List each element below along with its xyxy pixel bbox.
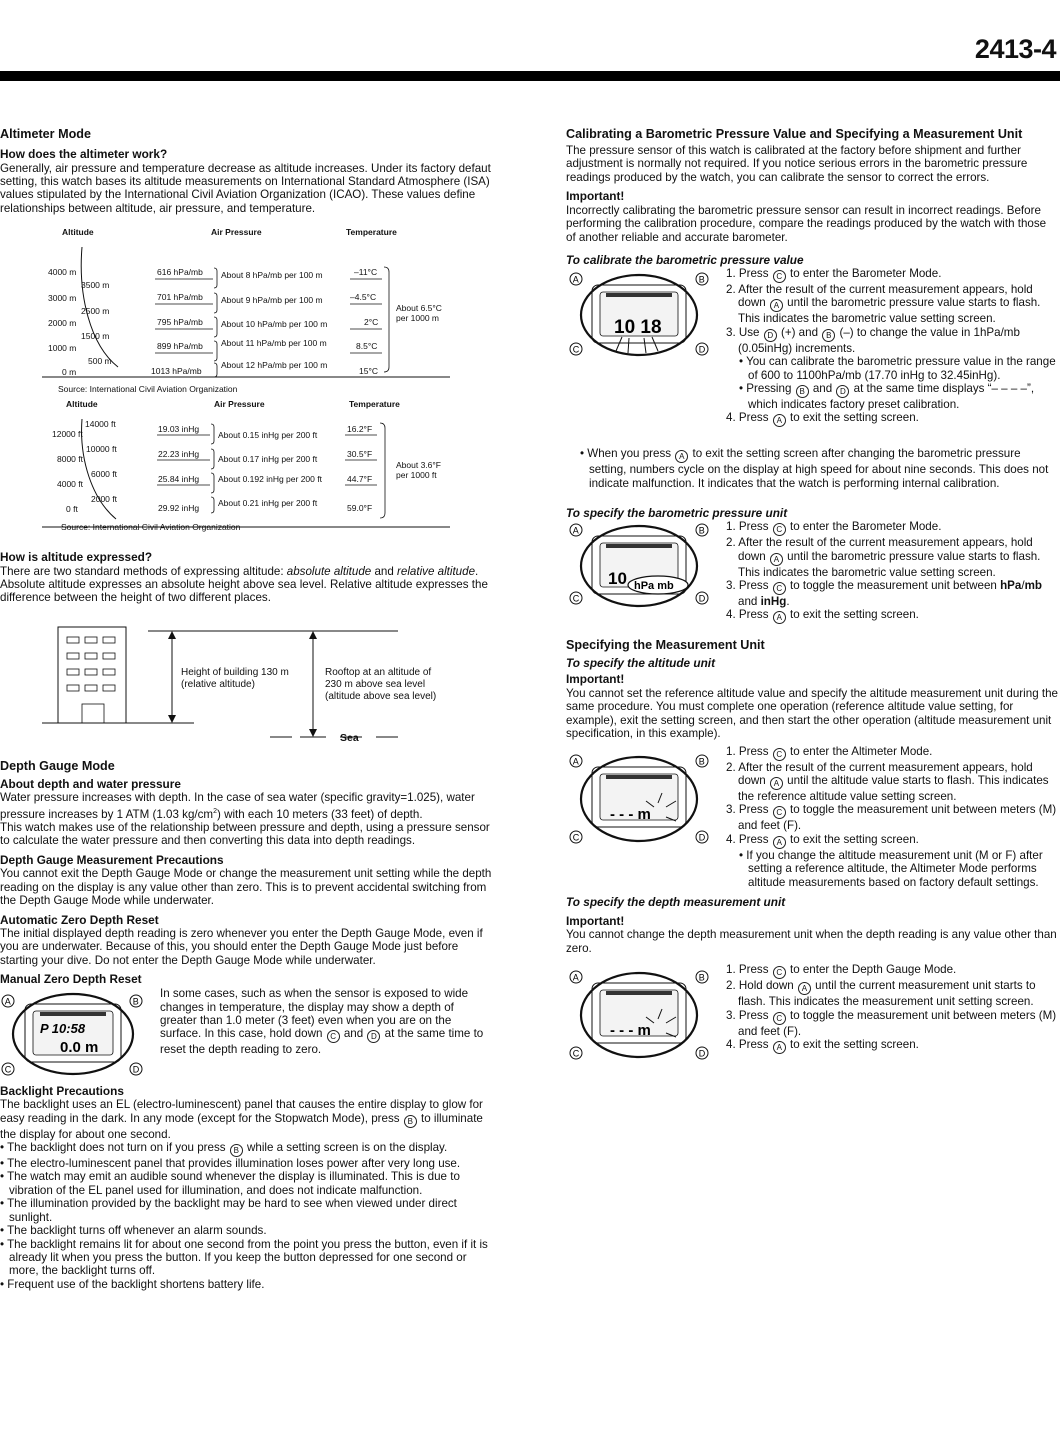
alt-500m: 500 m (88, 356, 112, 367)
backlight-bullet-4: • The illumination provided by the backlight may be hard to see when viewed under direct sunlight. (0, 1197, 457, 1224)
depth-unit-display: - - - m (610, 1022, 651, 1040)
imperial-altitude-table (0, 389, 492, 541)
alt-3000m: 3000 m (48, 293, 77, 304)
absolute-label-3: (altitude above sea level) (325, 690, 437, 702)
hdr-temperature-f: Temperature (349, 399, 400, 410)
absolute-label-2: 230 m above sea level (325, 678, 426, 690)
altimeter-mode-title: Altimeter Mode (0, 127, 91, 141)
altitude-unit-section (566, 745, 1058, 889)
rate-1: About 8 hPa/mb per 100 m (221, 270, 323, 281)
cal-button-c: C (572, 344, 580, 355)
altitude-expressed-heading: How is altitude expressed? (0, 550, 153, 565)
rate-braces (214, 268, 217, 377)
calibrating-title: Calibrating a Barometric Pressure Value and Specifying a Measurement Unit (566, 127, 1023, 141)
calibrating-important-body: Incorrectly calibrating the barometric pressure sensor can result in incorrect readings. Before performing the calibration procedure, compare the readings produced by the watch with those of another reliable and accurate barometer. (566, 203, 1047, 244)
how-altimeter-works-body: Generally, air pressure and temperature decrease as altitude increases. Under its factory defaut setting, this watch bases its altitude measurements on International Standard Atmosphere (ISA) values stipulated by the International Civil Aviation Organization (ICAO). These values define relationships between altitude, air pressure, and temperature. (0, 161, 491, 215)
altitude-important-body: You cannot set the reference altitude value and specify the altitude measurement unit during the same procedure. You must complete one operation (reference altitude value setting, for example), exit the setting screen, and then start the other operation (altitude measurement unit specification, in this example). (566, 686, 1058, 741)
how-altimeter-works-heading: How does the altimeter work? (0, 147, 168, 161)
unit-button-b: B (698, 525, 705, 536)
temp-rate-line1: About 6.5°C (396, 303, 442, 314)
alt-step-4-note: • If you change the altitude measurement unit (M or F) after setting a reference altitude, the Altimeter Mode performs altitude measurements based on factory default settings. (739, 848, 1043, 889)
alt-0ft: 0 ft (66, 504, 78, 515)
precautions-body: You cannot exit the Depth Gauge Mode or change the measurement unit setting while the depth reading on the display is any value other than zero. This is to prevent accidental switching from the Depth Gauge Mode while underwater. (0, 867, 492, 908)
alt-14000ft: 14000 ft (85, 419, 116, 430)
rate-braces-ft (211, 424, 214, 513)
watch-figure-calibrate (566, 267, 712, 363)
dep-button-d: D (698, 1048, 706, 1059)
depth-important-body: You cannot change the depth measurement unit when the depth reading is any value other than zero. (566, 928, 1057, 955)
about-depth-body-1: Water pressure increases with depth. In the case of sea water (specific gravity=1.025), water pressure increases by 1 ATM (1.03 $kg/cm^2$) with each 10 meters (33 feet) of depth. (0, 791, 475, 821)
depth-unit-section (566, 963, 1058, 1067)
alt-2500m: 2500 m (81, 306, 110, 317)
calibrate-pressure-heading: To calibrate the barometric pressure value (566, 252, 804, 267)
rate-ft-1: About 0.15 inHg per 200 ft (218, 430, 318, 441)
cal-button-b: B (698, 274, 705, 285)
alt-button-d: D (698, 832, 706, 843)
temp-minus11: –11°C (354, 267, 378, 278)
unit-step-2: 2. After the result of the current measurement appears, hold down A until the barometric pressure value starts to flash. This indicates the barometric value setting screen. (726, 536, 1041, 579)
backlight-intro: The backlight uses an EL (electro-luminescent) panel that causes the entire display to glow for easy reading in the dark. In any mode (except for the Stopwatch Mode), press B to illuminate the display for about one second. (0, 1098, 483, 1141)
building-altitude-diagram (0, 605, 492, 745)
rate-5: About 12 hPa/mb per 100 m (221, 360, 328, 371)
cal-button-d: D (698, 344, 706, 355)
alt-step-4: 4. Press A to exit the setting screen. (726, 832, 919, 847)
cal-step-4: 4. Press A to exit the setting screen. (726, 411, 919, 426)
pressure-unit-heading: To specify the barometric pressure unit (566, 506, 788, 521)
dep-step-3: 3. Press C to toggle the measurement unit between meters (M) and feet (F). (726, 1008, 1057, 1038)
relative-label-2: (relative altitude) (181, 678, 255, 690)
about-depth-heading: About depth and water pressure (0, 776, 181, 791)
alt-2000ft: 2000 ft (91, 494, 117, 505)
precautions-heading: Depth Gauge Measurement Precautions (0, 852, 224, 867)
backlight-bullet-3: • The watch may emit an audible sound whenever the display is illuminated. This is due to vibration of the EL panel used for illumination, and does not indicate malfunction. (0, 1170, 460, 1197)
backlight-heading: Backlight Precautions (0, 1083, 124, 1098)
altitude-unit-display: - - - m (610, 805, 651, 823)
pressure-616: 616 hPa/mb (157, 267, 203, 278)
button-a-label: A (4, 996, 11, 1007)
temp-44-7: 44.7°F (347, 474, 373, 485)
document-number: 2413-4 (974, 34, 1056, 64)
unit-button-a: A (572, 525, 579, 536)
temp-rate-ft-line1: About 3.6°F (396, 460, 441, 471)
unit-step-3: 3. Press C to toggle the measurement unit between hPa/mb and inHg. (726, 579, 1042, 608)
backlight-bullet-1: • The backlight does not turn on if you press B while a setting screen is on the display. (0, 1141, 448, 1156)
rate-2: About 9 hPa/mb per 100 m (221, 295, 323, 306)
watch-figure-pressure-unit (566, 520, 712, 610)
pressure-unit-steps (726, 520, 1058, 624)
rate-ft-3: About 0.192 inHg per 200 ft (218, 474, 322, 485)
calibrate-display: 10 18 (614, 316, 662, 338)
backlight-bullets (0, 1141, 492, 1291)
button-d-label: D (132, 1064, 140, 1075)
left-column (0, 127, 492, 1291)
imperial-source: Source: International Civil Aviation Organization (61, 522, 241, 533)
alt-8000ft: 8000 ft (57, 454, 83, 465)
alt-3500m: 3500 m (81, 280, 110, 291)
important-label-2: Important! (566, 672, 625, 687)
pressure-unit-bubble: hPa mb (634, 580, 674, 593)
manual-zero-section (0, 973, 492, 1077)
hdr-altitude: Altitude (62, 227, 94, 238)
pressure-unit-display: 10 (608, 569, 627, 589)
calibrate-note (580, 447, 1058, 490)
pressure-29-92: 29.92 inHg (158, 503, 200, 514)
alt-2000m: 2000 m (48, 318, 77, 329)
watch-figure-altitude-unit (566, 745, 712, 853)
pressure-795: 795 hPa/mb (157, 317, 203, 328)
rate-ft-2: About 0.17 inHg per 200 ft (218, 454, 318, 465)
unit-step-1: 1. Press C to enter the Barometer Mode. (726, 520, 942, 535)
temp-2: 2°C (364, 317, 379, 328)
rate-ft-4: About 0.21 inHg per 200 ft (218, 498, 318, 509)
temp-59-0: 59.0°F (347, 503, 373, 514)
manual-zero-top-display: P 10:58 (40, 1020, 86, 1036)
backlight-bullet-2: • The electro-luminescent panel that provides illumination loses power after very long use. (0, 1157, 461, 1171)
important-label-3: Important! (566, 913, 625, 928)
sea-label: Sea (340, 731, 359, 744)
pressure-899: 899 hPa/mb (157, 341, 203, 352)
temp-30-5: 30.5°F (347, 449, 373, 460)
alt-4000m: 4000 m (48, 267, 77, 278)
header-rule (0, 71, 1060, 81)
temp-brace-ft (380, 423, 385, 518)
cal-step-3-note-1: • You can calibrate the barometric pressure value in the range of 600 to 1100hPa/mb (17.70 inHg to 32.45inHg). (739, 355, 1056, 382)
temp-brace (384, 267, 389, 372)
auto-zero-heading: Automatic Zero Depth Reset (0, 912, 159, 927)
cal-step-3: 3. Use D (+) and B (–) to change the value in 1hPa/mb (0.05inHg) increments. (726, 325, 1020, 355)
pressure-19-03: 19.03 inHg (158, 424, 200, 435)
backlight-bullet-5: • The backlight turns off whenever an alarm sounds. (0, 1224, 267, 1238)
watch-figure-manual-zero (0, 987, 146, 1077)
pressure-22-23: 22.23 inHg (158, 449, 200, 460)
specifying-unit-title: Specifying the Measurement Unit (566, 638, 765, 653)
cal-step-2: 2. After the result of the current measurement appears, hold down A until the barometric pressure value starts to flash. This indicates the barometric value setting screen. (726, 282, 1041, 326)
button-c-label: C (4, 1064, 12, 1075)
alt-step-1: 1. Press C to enter the Altimeter Mode. (726, 744, 933, 759)
absolute-label-1: Rooftop at an altitude of (325, 666, 432, 678)
depth-gauge-title: Depth Gauge Mode (0, 758, 115, 773)
relative-label-1: Height of building 130 m (181, 666, 289, 678)
alt-1000m: 1000 m (48, 343, 77, 354)
about-depth-body-2: This watch makes use of the relationship between pressure and depth, using a pressure sensor to calculate the water pressure and then converting this data into depth readings. (0, 821, 490, 848)
alt-10000ft: 10000 ft (86, 444, 117, 455)
hdr-altitude-ft: Altitude (66, 399, 98, 410)
dep-step-2: 2. Hold down A until the current measurement unit starts to flash. This indicates the measurement unit setting screen. (726, 979, 1036, 1009)
manual-zero-heading: Manual Zero Depth Reset (0, 972, 142, 987)
manual-zero-bottom-display: 0.0 m (60, 1038, 99, 1056)
altitude-unit-heading: To specify the altitude unit (566, 656, 715, 671)
calibrate-steps (726, 267, 1058, 427)
hdr-pressure-in: Air Pressure (214, 399, 265, 410)
alt-button-c: C (572, 832, 580, 843)
rate-4: About 11 hPa/mb per 100 m (221, 338, 327, 349)
alt-button-b: B (698, 756, 705, 767)
pressure-1013: 1013 hPa/mb (151, 366, 202, 377)
dep-button-a: A (572, 972, 579, 983)
unit-button-d: D (698, 593, 706, 604)
hdr-pressure: Air Pressure (211, 227, 262, 238)
alt-6000ft: 6000 ft (91, 469, 117, 480)
cal-step-1: 1. Press C to enter the Barometer Mode. (726, 266, 942, 281)
right-column (566, 127, 1058, 1067)
calibrate-note-item: • When you press A to exit the setting screen after changing the barometric pressure setting, numbers cycle on the display at high speed for about nine seconds. This does not indicate malfunction. It indicates that the watch is performing internal calibration. (580, 447, 1049, 490)
hdr-temperature: Temperature (346, 227, 397, 238)
alt-4000ft: 4000 ft (57, 479, 83, 490)
important-label-1: Important! (566, 189, 625, 204)
temp-16-2: 16.2°F (347, 424, 373, 435)
manual-zero-body: In some cases, such as when the sensor is exposed to wide changes in temperature, the display may show a depth of greater than 1.0 meter (3 feet) even when you are on the surface. In this case, hold down C and D at the same time to reset the depth reading to zero. (160, 987, 484, 1057)
pressure-701: 701 hPa/mb (157, 292, 203, 303)
backlight-bullet-7: • Frequent use of the backlight shortens battery life. (0, 1277, 265, 1291)
altitude-unit-steps (726, 745, 1058, 889)
calibrate-section (566, 267, 1058, 427)
alt-1500m: 1500 m (81, 331, 110, 342)
backlight-bullet-6: • The backlight remains lit for about one second from the point you press the button, even if it is already lit when you press the button. If you keep the button depressed for one second or more, the backlight turns off. (0, 1237, 488, 1278)
dep-step-1: 1. Press C to enter the Depth Gauge Mode. (726, 963, 957, 978)
cal-step-3-note-2: • Pressing B and D at the same time displays “– – – –”, which indicates factory preset calibration. (739, 381, 1035, 411)
building-windows (67, 637, 115, 723)
depth-unit-steps (726, 963, 1058, 1054)
pressure-25-84: 25.84 inHg (158, 474, 200, 485)
temp-rate-ft-line2: per 1000 ft (396, 470, 437, 481)
alt-step-2: 2. After the result of the current measurement appears, hold down A until the altitude value starts to flash. This indicates the reference altitude value setting screen. (726, 760, 1049, 803)
temp-minus4-5: –4.5°C (350, 292, 377, 303)
alt-0m: 0 m (62, 367, 77, 378)
metric-altitude-table (0, 215, 492, 395)
watch-figure-depth-unit (566, 963, 712, 1067)
pressure-unit-section (566, 520, 1058, 624)
auto-zero-body: The initial displayed depth reading is zero whenever you enter the Depth Gauge Mode, even if you are underwater. Because of this, you should enter the Depth Gauge Mode just before starting your dive. Do not enter the Depth Gauge Mode while underwater. (0, 927, 483, 967)
cal-button-a: A (572, 274, 579, 285)
unit-button-c: C (572, 593, 580, 604)
calibrating-body: The pressure sensor of this watch is calibrated at the factory before shipment and further adjustment is normally not required. If you notice serious errors in the barometric pressure readings produced by the watch, you can calibrate the sensor to correct the errors. (566, 144, 1028, 184)
rate-3: About 10 hPa/mb per 100 m (221, 319, 328, 330)
temp-rate-line2: per 1000 m (396, 313, 439, 324)
metric-source: Source: International Civil Aviation Organization (58, 384, 238, 395)
button-b-label: B (132, 996, 139, 1007)
temp-8-5: 8.5°C (356, 341, 378, 352)
alt-step-3: 3. Press C to toggle the measurement unit between meters (M) and feet (F). (726, 803, 1057, 833)
altitude-expressed-body: There are two standard methods of expressing altitude: absolute altitude and relative altitude. Absolute altitude expresses an absolute height above sea level. Relative altitude expresses the difference between the height of two different places. (0, 564, 488, 605)
temp-15: 15°C (359, 366, 378, 377)
dep-button-c: C (572, 1048, 580, 1059)
depth-unit-heading: To specify the depth measurement unit (566, 894, 786, 909)
alt-button-a: A (572, 756, 579, 767)
unit-step-4: 4. Press A to exit the setting screen. (726, 608, 919, 623)
dep-button-b: B (698, 972, 705, 983)
alt-12000ft: 12000 ft (52, 429, 83, 440)
dep-step-4: 4. Press A to exit the setting screen. (726, 1038, 919, 1053)
